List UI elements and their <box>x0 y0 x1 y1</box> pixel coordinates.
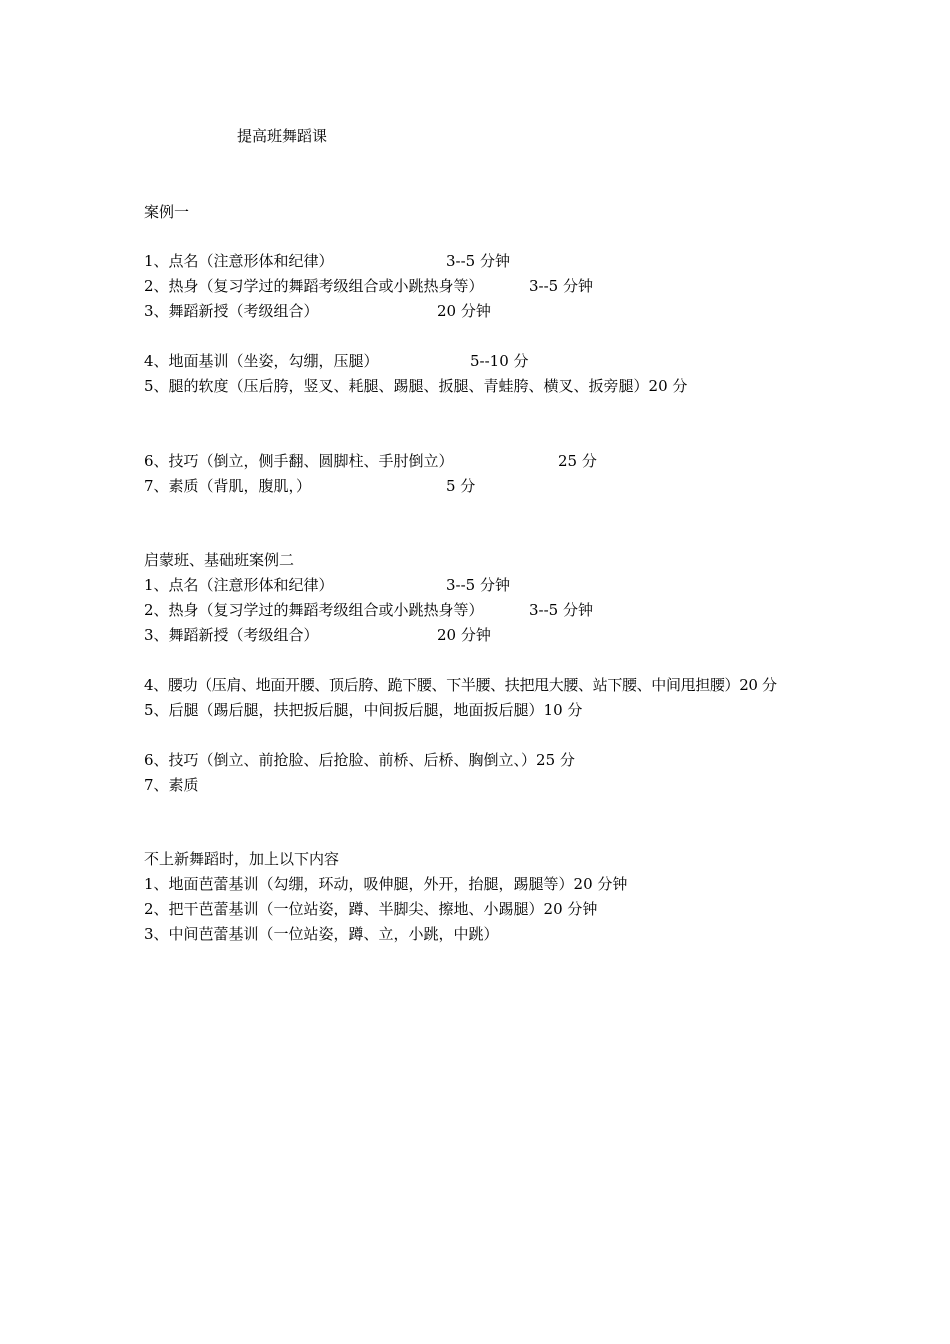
case2-item-2-duration: 3--5 分钟 <box>529 601 593 619</box>
case2-item-3-duration: 20 分钟 <box>437 626 491 644</box>
case1-item-3: 3、舞蹈新授（考级组合） <box>144 302 319 320</box>
document-title: 提高班舞蹈课 <box>237 127 328 145</box>
case1-item-7: 7、素质（背肌，腹肌，） <box>144 477 312 495</box>
case2-item-2: 2、热身（复习学过的舞蹈考级组合或小跳热身等） <box>144 601 484 619</box>
case2-item-3: 3、舞蹈新授（考级组合） <box>144 626 319 644</box>
case1-item-3-duration: 20 分钟 <box>437 302 491 320</box>
extra-item-1: 1、地面芭蕾基训（勾绷，环动，吸伸腿，外开，抬腿，踢腿等）20 分钟 <box>144 875 628 893</box>
case1-item-4: 4、地面基训（坐姿，勾绷，压腿） <box>144 352 379 370</box>
case1-item-5: 5、腿的软度（压后胯，竖叉、耗腿、踢腿、扳腿、青蛙胯、横叉、扳旁腿）20 分 <box>144 377 688 395</box>
case1-item-1: 1、点名（注意形体和纪律） <box>144 252 334 270</box>
case1-item-4-duration: 5--10 分 <box>470 352 529 370</box>
case1-item-2-duration: 3--5 分钟 <box>529 277 593 295</box>
case2-item-5: 5、后腿（踢后腿，扶把扳后腿，中间扳后腿，地面扳后腿）10 分 <box>144 701 583 719</box>
case2-item-7: 7、素质 <box>144 776 199 794</box>
case1-item-6: 6、技巧（倒立，侧手翻、圆脚柱、手肘倒立） <box>144 452 454 470</box>
extra-item-2: 2、把干芭蕾基训（一位站姿，蹲、半脚尖、擦地、小踢腿）20 分钟 <box>144 900 598 918</box>
case1-item-6-duration: 25 分 <box>558 452 597 470</box>
extra-item-3: 3、中间芭蕾基训（一位站姿，蹲、立，小跳，中跳） <box>144 925 499 943</box>
case2-heading: 启蒙班、基础班案例二 <box>144 551 295 569</box>
case2-item-4: 4、腰功（压肩、地面开腰、顶后胯、跪下腰、下半腰、扶把甩大腰、站下腰、中间甩担腰）20 分 <box>144 676 777 694</box>
case1-item-7-duration: 5 分 <box>446 477 476 495</box>
extra-heading: 不上新舞蹈时，加上以下内容 <box>144 850 340 868</box>
case1-item-2: 2、热身（复习学过的舞蹈考级组合或小跳热身等） <box>144 277 484 295</box>
case2-item-1-duration: 3--5 分钟 <box>446 576 510 594</box>
case1-heading: 案例一 <box>144 203 190 221</box>
case2-item-6: 6、技巧（倒立、前抢脸、后抢脸、前桥、后桥、胸倒立、）25 分 <box>144 751 575 769</box>
case1-item-1-duration: 3--5 分钟 <box>446 252 510 270</box>
case2-item-1: 1、点名（注意形体和纪律） <box>144 576 334 594</box>
